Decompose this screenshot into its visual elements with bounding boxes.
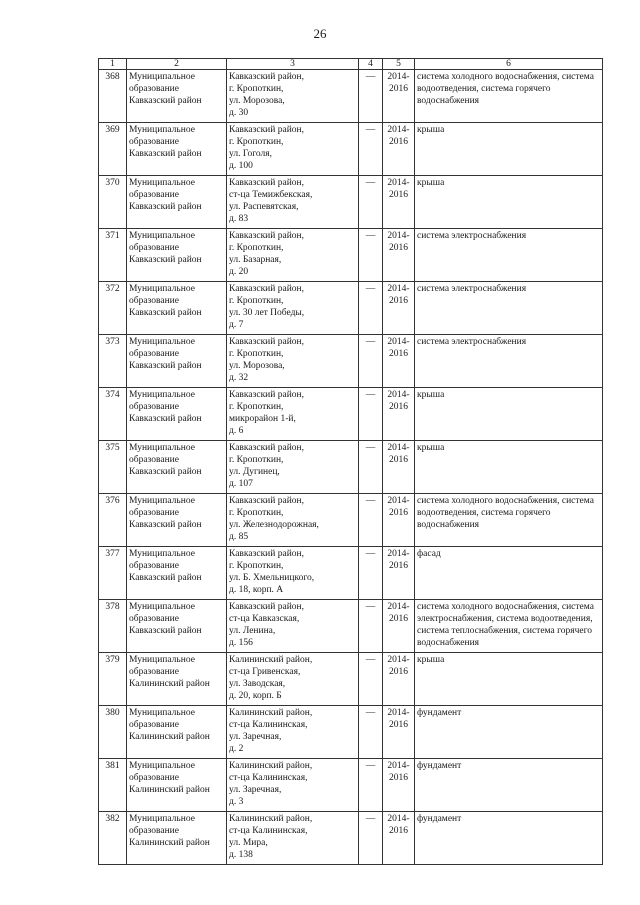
- period-line: 2016: [389, 614, 408, 624]
- period-cell: [383, 706, 415, 759]
- row-number: 378: [99, 600, 127, 653]
- address-line: Калининский район,: [229, 708, 313, 718]
- municipality-line: Калининский район: [129, 838, 210, 848]
- municipality-line: Муниципальное: [129, 390, 195, 400]
- address-cell: [227, 600, 359, 653]
- period-cell: [383, 176, 415, 229]
- municipality-line: Кавказский район: [129, 573, 202, 583]
- address-line: ул. Заречная,: [229, 785, 282, 795]
- period-cell: [383, 229, 415, 282]
- municipality-line: образование: [129, 402, 179, 412]
- municipality-line: Кавказский район: [129, 149, 202, 159]
- period-cell: [383, 70, 415, 123]
- period-line: 2014-: [387, 602, 410, 612]
- address-line: ул. Железнодорожная,: [229, 520, 319, 530]
- empty-marker: —: [359, 812, 383, 865]
- row-number: 379: [99, 653, 127, 706]
- table-row: [99, 600, 603, 653]
- address-line: ст-ца Калининская,: [229, 773, 308, 783]
- municipality-line: Кавказский район: [129, 414, 202, 424]
- empty-marker: —: [359, 335, 383, 388]
- municipality-line: Муниципальное: [129, 178, 195, 188]
- row-number: 368: [99, 70, 127, 123]
- municipality-cell: [127, 388, 227, 441]
- municipality-line: образование: [129, 137, 179, 147]
- period-line: 2016: [389, 826, 408, 836]
- works-cell: фасад: [415, 547, 603, 600]
- period-line: 2016: [389, 667, 408, 677]
- municipality-line: Муниципальное: [129, 496, 195, 506]
- address-line: г. Кропоткин,: [229, 243, 284, 253]
- table-row: [99, 335, 603, 388]
- period-line: 2014-: [387, 443, 410, 453]
- empty-marker: —: [359, 282, 383, 335]
- works-cell: система электроснабжения: [415, 229, 603, 282]
- period-line: 2016: [389, 720, 408, 730]
- municipality-line: Муниципальное: [129, 655, 195, 665]
- address-line: Калининский район,: [229, 655, 313, 665]
- municipality-line: Кавказский район: [129, 467, 202, 477]
- address-line: д. 83: [229, 214, 249, 224]
- works-cell: крыша: [415, 441, 603, 494]
- address-line: д. 156: [229, 638, 253, 648]
- address-line: г. Кропоткин,: [229, 84, 284, 94]
- municipality-cell: [127, 123, 227, 176]
- municipality-line: Муниципальное: [129, 602, 195, 612]
- address-line: ул. Базарная,: [229, 255, 282, 265]
- municipality-cell: [127, 70, 227, 123]
- municipality-line: Муниципальное: [129, 231, 195, 241]
- address-line: Кавказский район,: [229, 443, 304, 453]
- works-cell: крыша: [415, 123, 603, 176]
- address-line: Кавказский район,: [229, 337, 304, 347]
- municipality-line: Муниципальное: [129, 814, 195, 824]
- address-line: ул. Заречная,: [229, 732, 282, 742]
- period-line: 2016: [389, 137, 408, 147]
- address-line: д. 18, корп. А: [229, 585, 284, 595]
- municipality-line: образование: [129, 667, 179, 677]
- table-row: [99, 706, 603, 759]
- works-cell: крыша: [415, 653, 603, 706]
- address-cell: [227, 70, 359, 123]
- column-header: 6: [415, 59, 603, 70]
- address-cell: [227, 653, 359, 706]
- period-line: 2014-: [387, 125, 410, 135]
- empty-marker: —: [359, 600, 383, 653]
- municipality-line: Кавказский район: [129, 308, 202, 318]
- period-line: 2016: [389, 508, 408, 518]
- municipality-cell: [127, 494, 227, 547]
- empty-marker: —: [359, 70, 383, 123]
- period-cell: [383, 282, 415, 335]
- municipality-line: Муниципальное: [129, 761, 195, 771]
- row-number: 382: [99, 812, 127, 865]
- row-number: 381: [99, 759, 127, 812]
- address-cell: [227, 176, 359, 229]
- address-line: ул. Распевятская,: [229, 202, 299, 212]
- works-cell: система электроснабжения: [415, 282, 603, 335]
- municipality-line: образование: [129, 296, 179, 306]
- address-line: ул. Б. Хмельницкого,: [229, 573, 315, 583]
- table-row: [99, 70, 603, 123]
- municipality-line: Кавказский район: [129, 255, 202, 265]
- municipality-line: образование: [129, 243, 179, 253]
- address-line: д. 2: [229, 744, 244, 754]
- address-line: ст-ца Кавказская,: [229, 614, 300, 624]
- works-cell: система холодного водоснабжения, система электроснабжения, система водоотведения, система теплоснабжения, система горячего водоснабжения: [415, 600, 603, 653]
- address-cell: [227, 547, 359, 600]
- empty-marker: —: [359, 759, 383, 812]
- empty-marker: —: [359, 547, 383, 600]
- table-row: [99, 176, 603, 229]
- municipality-line: Кавказский район: [129, 202, 202, 212]
- address-line: д. 3: [229, 797, 244, 807]
- period-line: 2016: [389, 402, 408, 412]
- address-line: Кавказский район,: [229, 72, 304, 82]
- municipality-line: Муниципальное: [129, 549, 195, 559]
- address-line: ул. Гоголя,: [229, 149, 273, 159]
- table-row: [99, 812, 603, 865]
- row-number: 376: [99, 494, 127, 547]
- period-line: 2014-: [387, 708, 410, 718]
- municipality-line: Муниципальное: [129, 708, 195, 718]
- table-row: [99, 494, 603, 547]
- period-line: 2014-: [387, 231, 410, 241]
- address-line: г. Кропоткин,: [229, 455, 284, 465]
- period-line: 2014-: [387, 761, 410, 771]
- municipality-line: образование: [129, 84, 179, 94]
- address-cell: [227, 706, 359, 759]
- municipality-line: Муниципальное: [129, 125, 195, 135]
- address-line: ул. Ленина,: [229, 626, 276, 636]
- municipality-line: Кавказский район: [129, 626, 202, 636]
- address-line: д. 100: [229, 161, 253, 171]
- row-number: 374: [99, 388, 127, 441]
- period-cell: [383, 441, 415, 494]
- period-line: 2014-: [387, 814, 410, 824]
- period-line: 2014-: [387, 337, 410, 347]
- municipality-line: Муниципальное: [129, 72, 195, 82]
- municipality-cell: [127, 441, 227, 494]
- row-number: 377: [99, 547, 127, 600]
- period-line: 2014-: [387, 72, 410, 82]
- period-line: 2014-: [387, 390, 410, 400]
- address-line: г. Кропоткин,: [229, 137, 284, 147]
- table-row: [99, 123, 603, 176]
- address-line: г. Кропоткин,: [229, 402, 284, 412]
- period-line: 2016: [389, 349, 408, 359]
- address-line: ст-ца Гривенская,: [229, 667, 301, 677]
- works-cell: система холодного водоснабжения, система водоотведения, система горячего водоснабжения: [415, 494, 603, 547]
- address-line: Кавказский район,: [229, 496, 304, 506]
- municipality-line: Муниципальное: [129, 284, 195, 294]
- period-line: 2014-: [387, 496, 410, 506]
- address-line: ул. Дугинец,: [229, 467, 280, 477]
- address-line: д. 20: [229, 267, 249, 277]
- period-line: 2016: [389, 84, 408, 94]
- address-line: ул. Морозова,: [229, 96, 285, 106]
- row-number: 372: [99, 282, 127, 335]
- period-cell: [383, 123, 415, 176]
- table-row: [99, 229, 603, 282]
- address-line: Кавказский район,: [229, 178, 304, 188]
- address-line: г. Кропоткин,: [229, 349, 284, 359]
- works-cell: система холодного водоснабжения, система водоотведения, система горячего водоснабжения: [415, 70, 603, 123]
- table-row: [99, 759, 603, 812]
- row-number: 375: [99, 441, 127, 494]
- period-cell: [383, 335, 415, 388]
- address-cell: [227, 494, 359, 547]
- municipality-cell: [127, 335, 227, 388]
- period-line: 2014-: [387, 549, 410, 559]
- period-cell: [383, 759, 415, 812]
- table-row: [99, 441, 603, 494]
- municipality-line: образование: [129, 720, 179, 730]
- address-line: г. Кропоткин,: [229, 561, 284, 571]
- municipality-line: образование: [129, 349, 179, 359]
- address-line: Калининский район,: [229, 761, 313, 771]
- municipality-line: Калининский район: [129, 785, 210, 795]
- address-line: ст-ца Калининская,: [229, 826, 308, 836]
- address-cell: [227, 759, 359, 812]
- period-cell: [383, 653, 415, 706]
- address-line: д. 7: [229, 320, 244, 330]
- row-number: 371: [99, 229, 127, 282]
- empty-marker: —: [359, 123, 383, 176]
- address-line: д. 20, корп. Б: [229, 691, 282, 701]
- row-number: 380: [99, 706, 127, 759]
- row-number: 369: [99, 123, 127, 176]
- address-line: Калининский район,: [229, 814, 313, 824]
- address-line: микрорайон 1-й,: [229, 414, 296, 424]
- period-cell: [383, 812, 415, 865]
- column-header: 1: [99, 59, 127, 70]
- municipality-line: образование: [129, 614, 179, 624]
- address-line: Кавказский район,: [229, 231, 304, 241]
- page-number: 26: [313, 26, 327, 41]
- table-row: [99, 547, 603, 600]
- address-line: д. 30: [229, 108, 249, 118]
- row-number: 370: [99, 176, 127, 229]
- municipality-cell: [127, 706, 227, 759]
- row-number: 373: [99, 335, 127, 388]
- period-cell: [383, 494, 415, 547]
- address-line: д. 138: [229, 850, 253, 860]
- address-line: ул. 30 лет Победы,: [229, 308, 305, 318]
- address-cell: [227, 123, 359, 176]
- table-body: [99, 70, 603, 865]
- column-header: 4: [359, 59, 383, 70]
- address-line: д. 107: [229, 479, 253, 489]
- municipality-cell: [127, 282, 227, 335]
- address-cell: [227, 282, 359, 335]
- address-line: ст-ца Темижбекская,: [229, 190, 313, 200]
- period-line: 2016: [389, 296, 408, 306]
- address-line: Кавказский район,: [229, 602, 304, 612]
- period-cell: [383, 388, 415, 441]
- municipality-line: образование: [129, 773, 179, 783]
- municipality-line: образование: [129, 455, 179, 465]
- address-line: ул. Заводская,: [229, 679, 286, 689]
- municipality-cell: [127, 600, 227, 653]
- column-header: 2: [127, 59, 227, 70]
- period-line: 2016: [389, 190, 408, 200]
- address-cell: [227, 335, 359, 388]
- address-line: Кавказский район,: [229, 549, 304, 559]
- works-cell: фундамент: [415, 759, 603, 812]
- address-line: ул. Мира,: [229, 838, 268, 848]
- period-line: 2014-: [387, 284, 410, 294]
- address-line: Кавказский район,: [229, 390, 304, 400]
- municipality-cell: [127, 812, 227, 865]
- works-cell: крыша: [415, 388, 603, 441]
- period-line: 2016: [389, 243, 408, 253]
- address-line: д. 6: [229, 426, 244, 436]
- address-cell: [227, 812, 359, 865]
- municipality-line: образование: [129, 826, 179, 836]
- address-line: Кавказский район,: [229, 125, 304, 135]
- empty-marker: —: [359, 706, 383, 759]
- empty-marker: —: [359, 653, 383, 706]
- address-line: д. 85: [229, 532, 249, 542]
- table-row: [99, 282, 603, 335]
- works-cell: фундамент: [415, 706, 603, 759]
- column-header: 3: [227, 59, 359, 70]
- municipality-line: Муниципальное: [129, 337, 195, 347]
- address-line: г. Кропоткин,: [229, 508, 284, 518]
- period-cell: [383, 547, 415, 600]
- period-line: 2014-: [387, 178, 410, 188]
- period-line: 2014-: [387, 655, 410, 665]
- empty-marker: —: [359, 388, 383, 441]
- registry-table: [98, 58, 603, 865]
- table-row: [99, 388, 603, 441]
- period-line: 2016: [389, 455, 408, 465]
- municipality-line: Калининский район: [129, 732, 210, 742]
- address-line: г. Кропоткин,: [229, 296, 284, 306]
- municipality-cell: [127, 759, 227, 812]
- address-cell: [227, 441, 359, 494]
- municipality-cell: [127, 229, 227, 282]
- municipality-line: Калининский район: [129, 679, 210, 689]
- address-line: ул. Морозова,: [229, 361, 285, 371]
- municipality-line: Кавказский район: [129, 96, 202, 106]
- empty-marker: —: [359, 441, 383, 494]
- period-line: 2016: [389, 561, 408, 571]
- municipality-line: образование: [129, 508, 179, 518]
- municipality-cell: [127, 176, 227, 229]
- municipality-line: Кавказский район: [129, 361, 202, 371]
- column-header: 5: [383, 59, 415, 70]
- period-cell: [383, 600, 415, 653]
- works-cell: крыша: [415, 176, 603, 229]
- empty-marker: —: [359, 229, 383, 282]
- municipality-line: образование: [129, 561, 179, 571]
- works-cell: фундамент: [415, 812, 603, 865]
- address-line: ст-ца Калининская,: [229, 720, 308, 730]
- municipality-line: Кавказский район: [129, 520, 202, 530]
- municipality-cell: [127, 653, 227, 706]
- table-row: [99, 653, 603, 706]
- address-cell: [227, 229, 359, 282]
- works-cell: система электроснабжения: [415, 335, 603, 388]
- empty-marker: —: [359, 176, 383, 229]
- empty-marker: —: [359, 494, 383, 547]
- municipality-line: Муниципальное: [129, 443, 195, 453]
- municipality-cell: [127, 547, 227, 600]
- municipality-line: образование: [129, 190, 179, 200]
- address-cell: [227, 388, 359, 441]
- table-header-row: [99, 59, 603, 70]
- period-line: 2016: [389, 773, 408, 783]
- address-line: Кавказский район,: [229, 284, 304, 294]
- address-line: д. 32: [229, 373, 249, 383]
